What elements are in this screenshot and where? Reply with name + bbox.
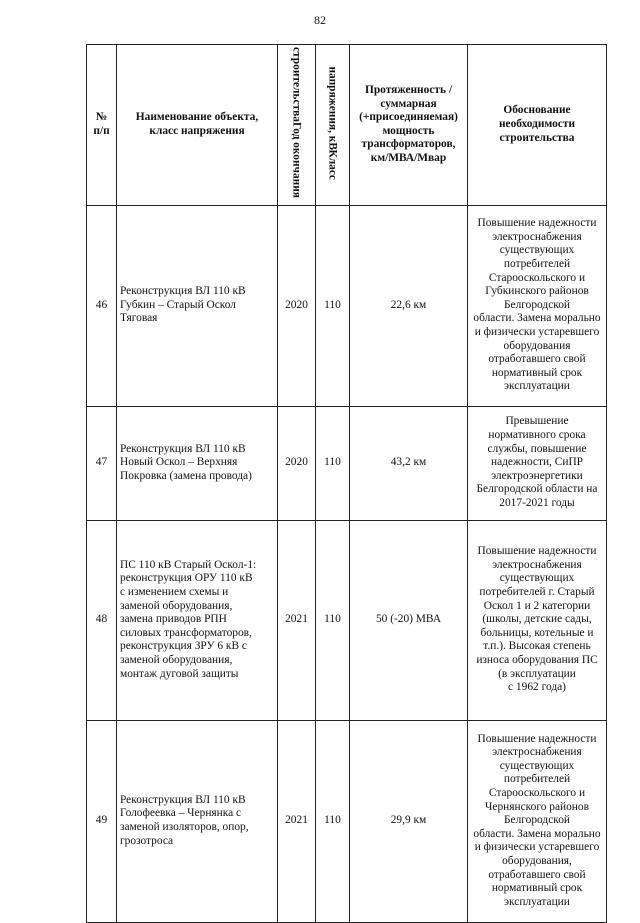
object-name: Реконструкция ВЛ 110 кВ Губкин – Старый Оскол Тяговая (117, 205, 278, 406)
justification: Превышение нормативного срока службы, повышение надежности, СиПР электроэнергетики Белгородской области на 2017-2021 годы (468, 406, 607, 520)
header-justification: Обоснование необходимости строительства (468, 45, 607, 206)
justification: Повышение надежности электроснабжения существующих потребителей Старооскольского и Губкинского районов Белгородской области. Замена морально и физически устаревшего оборудования отработавшего свой нормативный срок эксплуатации (468, 205, 607, 406)
object-name: Реконструкция ВЛ 110 кВ Новый Оскол – Верхняя Покровка (замена провода) (117, 406, 278, 520)
page-number: 82 (314, 13, 326, 27)
object-name: Реконструкция ВЛ 110 кВ Голофеевка – Чернянка с заменой изоляторов, опор, грозотроса (117, 720, 278, 922)
row-num: 47 (87, 406, 117, 520)
row-num: 49 (87, 720, 117, 922)
voltage-class: 110 (316, 720, 350, 922)
table-row (87, 406, 607, 520)
object-name: ПС 110 кВ Старый Оскол-1: реконструкция ОРУ 110 кВ с изменением схемы и заменой оборудования, замена приводов РПН силовых трансформаторов, реконструкция ЗРУ 6 кВ с заменой оборудования, монтаж дуговой защиты (117, 520, 278, 720)
table-row (87, 520, 607, 720)
voltage-class: 110 (316, 205, 350, 406)
length-capacity: 22,6 км (350, 205, 468, 406)
length-capacity: 50 (-20) МВА (350, 520, 468, 720)
header-voltage: Класснапряжения, кВ (316, 45, 350, 206)
row-num: 46 (87, 205, 117, 406)
header-year: Год окончаниястроительства (278, 45, 316, 206)
table-header-row (87, 45, 607, 206)
table-row (87, 205, 607, 406)
voltage-class: 110 (316, 520, 350, 720)
completion-year: 2020 (278, 205, 316, 406)
length-capacity: 43,2 км (350, 406, 468, 520)
length-capacity: 29,9 км (350, 720, 468, 922)
header-length: Протяженность / суммарная (+присоединяемая) мощность трансформаторов, км/МВА/Мвар (350, 45, 468, 206)
objects-table (86, 44, 607, 923)
voltage-class: 110 (316, 406, 350, 520)
completion-year: 2021 (278, 520, 316, 720)
header-name: Наименование объекта, класс напряжения (117, 45, 278, 206)
completion-year: 2021 (278, 720, 316, 922)
table-row (87, 720, 607, 922)
justification: Повышение надежности электроснабжения существующих потребителей Старооскольского и Чернянского районов Белгородской области. Замена морально и физически устаревшего оборудования, отработавшего свой нормативный срок эксплуатации (468, 720, 607, 922)
header-num: № п/п (87, 45, 117, 206)
justification: Повышение надежности электроснабжения существующих потребителей г. Старый Оскол 1 и 2 категории (школы, детские сады, больницы, котельные и т.п.). Высокая степень износа оборудования ПС (в эксплуатации с 1962 года) (468, 520, 607, 720)
completion-year: 2020 (278, 406, 316, 520)
row-num: 48 (87, 520, 117, 720)
